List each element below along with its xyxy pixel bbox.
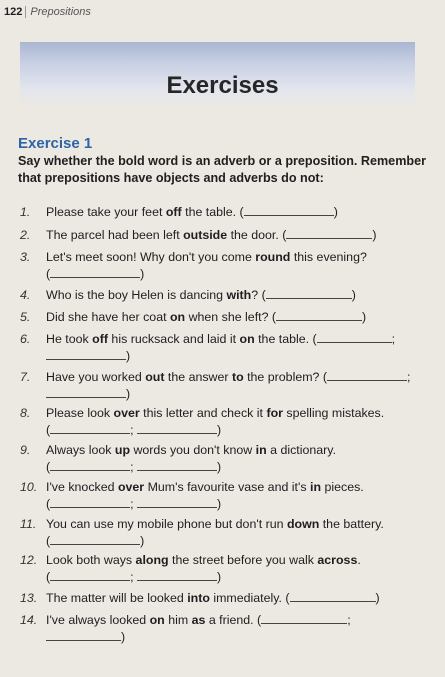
item-number: 6. [20, 332, 31, 346]
item-answer-line: ( ; ) [46, 497, 222, 511]
item-number: 10. [20, 480, 38, 494]
item-number: 2. [20, 228, 31, 242]
item-text: Have you worked out the answer to the problem? ( ; [46, 370, 411, 384]
answer-blank[interactable] [137, 498, 217, 508]
section-title: Prepositions [30, 6, 91, 18]
answer-blank[interactable] [261, 614, 347, 624]
exercise-instructions: Say whether the bold word is an adverb or a preposition. Remember that prepositions have objects and adverbs do not: [18, 154, 426, 185]
answer-blank[interactable] [290, 592, 376, 602]
item-text: Please look over this letter and check it for spelling mistakes. [46, 406, 385, 420]
answer-blank[interactable] [50, 571, 130, 581]
answer-blank[interactable] [137, 424, 217, 434]
header-divider [25, 6, 26, 18]
item-answer-line: ) [46, 386, 130, 403]
page-number: 122 [4, 6, 23, 18]
answer-blank[interactable] [50, 535, 140, 545]
answer-blank[interactable] [317, 333, 392, 343]
answer-blank[interactable] [137, 461, 217, 471]
item-answer-line: ( ; ) [46, 460, 222, 474]
running-head [4, 6, 91, 18]
item-number: 13. [20, 591, 38, 605]
item-text: The matter will be looked into immediately. ( ) [46, 591, 380, 605]
item-number: 11. [20, 517, 37, 531]
item-text: Did she have her coat on when she left? ( ) [46, 310, 367, 324]
item-answer-line: ) [46, 348, 130, 365]
answer-blank[interactable] [50, 268, 140, 278]
answer-blank[interactable] [50, 498, 130, 508]
item-text: Who is the boy Helen is dancing with? ( ) [46, 288, 356, 302]
item-text: Look both ways along the street before you walk across. [46, 553, 361, 567]
answer-blank[interactable] [244, 206, 334, 216]
item-number: 14. [20, 613, 38, 627]
item-number: 8. [20, 406, 31, 420]
item-answer-line: ( ; ) [46, 570, 222, 584]
item-text: I've knocked over Mum's favourite vase and it's in pieces. [46, 480, 364, 494]
answer-blank[interactable] [266, 289, 352, 299]
item-number: 12. [20, 553, 38, 567]
item-text: I've always looked on him as a friend. ( ; [46, 613, 351, 627]
item-answer-line: ( ) [46, 267, 145, 281]
item-answer-line: ( ; ) [46, 423, 222, 437]
item-text: Let's meet soon! Why don't you come round this evening? [46, 250, 367, 264]
item-text: He took off his rucksack and laid it on the table. ( ; [46, 332, 396, 346]
page-title: Exercises [166, 72, 279, 99]
item-answer-line: ( ) [46, 534, 145, 548]
answer-blank[interactable] [46, 631, 121, 641]
answer-blank[interactable] [276, 311, 362, 321]
item-number: 5. [20, 310, 31, 324]
answer-blank[interactable] [137, 571, 217, 581]
item-number: 4. [20, 288, 31, 302]
answer-blank[interactable] [50, 424, 130, 434]
answer-blank[interactable] [286, 229, 372, 239]
item-number: 9. [20, 443, 31, 457]
answer-blank[interactable] [46, 350, 126, 360]
answer-blank[interactable] [46, 388, 126, 398]
item-text: Please take your feet off the table. ( ) [46, 205, 338, 219]
item-text: You can use my mobile phone but don't run down the battery. [46, 517, 384, 531]
answer-blank[interactable] [50, 461, 130, 471]
item-answer-line: ) [46, 629, 125, 646]
item-number: 1. [20, 205, 31, 219]
item-text: The parcel had been left outside the door. ( ) [46, 228, 377, 242]
item-number: 3. [20, 250, 31, 264]
item-number: 7. [20, 370, 31, 384]
answer-blank[interactable] [327, 371, 407, 381]
item-text: Always look up words you don't know in a dictionary. [46, 443, 337, 457]
exercise-heading: Exercise 1 [18, 135, 93, 152]
